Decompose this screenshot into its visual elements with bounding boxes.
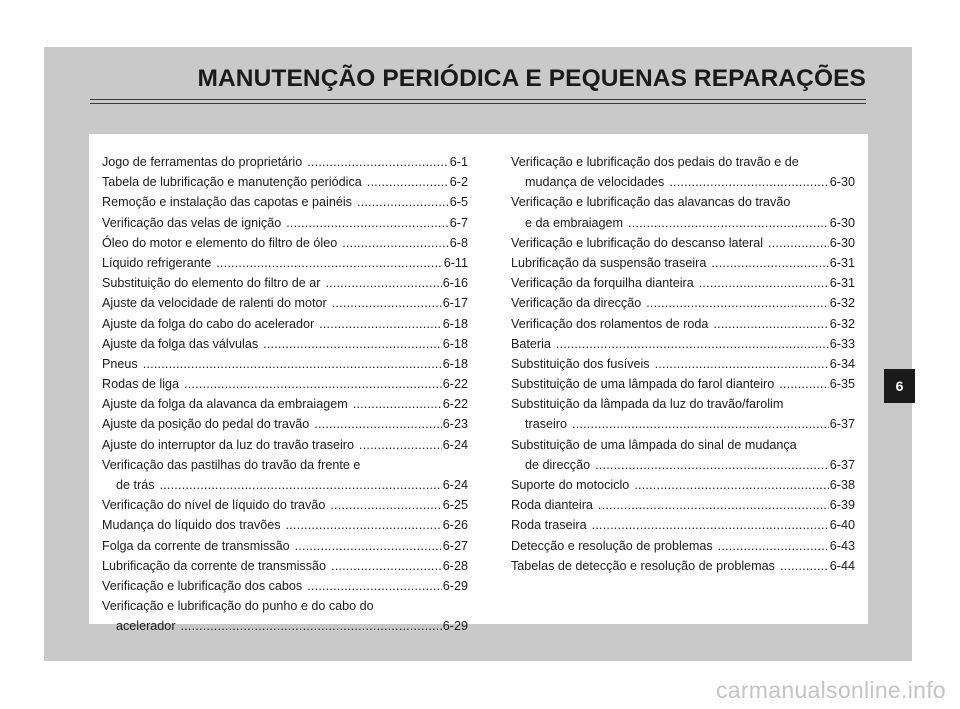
toc-dot-leader <box>331 556 442 576</box>
toc-dot-leader <box>655 354 829 374</box>
toc-page-number: 6-30 <box>829 215 855 230</box>
toc-page-number: 6-18 <box>442 356 468 371</box>
toc-entry-title: Líquido refrigerante <box>102 255 212 270</box>
toc-entry[interactable] <box>102 152 468 172</box>
toc-entry[interactable] <box>511 556 855 576</box>
toc-entry <box>511 192 855 212</box>
toc-page-number: 6-44 <box>829 558 855 573</box>
toc-dot-leader <box>367 172 449 192</box>
toc-page-number: 6-25 <box>442 498 468 513</box>
toc-entry-title: Lubrificação da corrente de transmissão <box>102 558 327 573</box>
toc-entry-title: Substituição dos fusíveis <box>511 356 650 371</box>
toc-page-number: 6-35 <box>829 377 855 392</box>
toc-entry[interactable] <box>102 616 468 636</box>
toc-entry-title: Folga da corrente de transmissão <box>102 538 290 553</box>
toc-entry[interactable] <box>511 233 855 253</box>
toc-dot-leader <box>307 152 449 172</box>
toc-entry[interactable] <box>511 293 855 313</box>
title-rule <box>90 99 866 104</box>
toc-dot-leader <box>713 314 828 334</box>
toc-page-number: 6-26 <box>442 518 468 533</box>
toc-page-number: 6-32 <box>829 296 855 311</box>
toc-entry-title: Rodas de liga <box>102 377 180 392</box>
toc-dot-leader <box>592 515 829 535</box>
toc-entry[interactable] <box>102 435 468 455</box>
toc-entry-title: Verificação e lubrificação das alavancas do travão <box>511 195 791 210</box>
toc-entry[interactable] <box>102 556 468 576</box>
toc-entry-title: Verificação e lubrificação dos cabos <box>102 578 303 593</box>
toc-page-number: 6-37 <box>829 417 855 432</box>
toc-entry-title: Jogo de ferramentas do proprietário <box>102 155 303 169</box>
toc-entry-title: Ajuste da posição do pedal do travão <box>102 417 310 432</box>
toc-entry[interactable] <box>511 455 855 475</box>
toc-column-left <box>102 152 468 637</box>
toc-dot-leader <box>780 556 829 576</box>
toc-entry-title: Ajuste da folga da alavanca da embraiagem <box>102 397 348 412</box>
toc-entry[interactable] <box>102 172 468 192</box>
toc-page-number: 6-32 <box>829 316 855 331</box>
toc-entry[interactable] <box>511 536 855 556</box>
toc-dot-leader <box>295 536 442 556</box>
toc-entry[interactable] <box>102 414 468 434</box>
toc-dot-leader <box>184 374 442 394</box>
toc-entry-title: e da embraiagem <box>525 215 624 230</box>
toc-entry[interactable] <box>511 414 855 434</box>
toc-entry-title: de direcção <box>525 457 591 472</box>
toc-entry-title: Ajuste do interruptor da luz do travão traseiro <box>102 437 355 452</box>
toc-dot-leader <box>353 394 442 414</box>
toc-entry[interactable] <box>102 233 468 253</box>
toc-page-number: 6-28 <box>442 558 468 573</box>
toc-dot-leader <box>325 273 441 293</box>
toc-entry <box>511 435 855 455</box>
toc-entry[interactable] <box>102 213 468 233</box>
toc-dot-leader <box>634 475 828 495</box>
toc-entry[interactable] <box>511 495 855 515</box>
toc-dot-leader <box>699 273 829 293</box>
toc-entry[interactable] <box>102 354 468 374</box>
toc-dot-leader <box>779 374 829 394</box>
toc-page-number: 6-22 <box>442 377 468 392</box>
toc-page-number: 6-18 <box>442 336 468 351</box>
toc-entry-title: Lubrificação da suspensão traseira <box>511 255 707 270</box>
toc-entry[interactable] <box>511 172 855 192</box>
toc-entry-title: Ajuste da velocidade de ralenti do motor <box>102 296 327 311</box>
toc-entry[interactable] <box>102 192 468 212</box>
toc-entry-title: Verificação do nível de líquido do travão <box>102 498 326 513</box>
toc-entry-title: Verificação das velas de ignição <box>102 215 282 230</box>
toc-page-number: 6-22 <box>442 397 468 412</box>
toc-entry <box>102 596 468 616</box>
toc-entry[interactable] <box>102 374 468 394</box>
toc-entry[interactable] <box>511 515 855 535</box>
toc-entry[interactable] <box>511 314 855 334</box>
toc-dot-leader <box>286 515 442 535</box>
toc-page-number: 6-29 <box>442 578 468 593</box>
toc-entry-title: Detecção e resolução de problemas <box>511 538 713 553</box>
toc-entry[interactable] <box>511 354 855 374</box>
toc-entry-title: Suporte do motociclo <box>511 478 630 492</box>
toc-page-number: 6-11 <box>443 255 468 270</box>
toc-entry-title: Bateria <box>511 336 551 351</box>
toc-entry-title: Verificação e lubrificação do punho e do cabo do <box>102 599 374 614</box>
toc-dot-leader <box>628 213 829 233</box>
toc-entry-title: Substituição do elemento do filtro de ar <box>102 276 321 291</box>
toc-page-number: 6-24 <box>442 478 468 492</box>
toc-entry-title: acelerador <box>116 619 176 634</box>
toc-panel <box>89 134 868 634</box>
toc-dot-leader <box>556 334 829 354</box>
toc-page-number: 6-43 <box>829 538 855 553</box>
toc-page-number: 6-5 <box>449 195 468 210</box>
toc-page-number: 6-38 <box>829 478 855 492</box>
toc-dot-leader <box>314 414 442 434</box>
toc-dot-leader <box>646 293 829 313</box>
toc-entry[interactable] <box>511 475 855 495</box>
toc-page-number: 6-39 <box>829 498 855 513</box>
toc-entry-title: traseiro <box>525 417 567 432</box>
toc-entry-title: Verificação dos rolamentos de roda <box>511 316 709 331</box>
toc-entry-title: Roda dianteira <box>511 498 593 513</box>
toc-dot-leader <box>332 293 442 313</box>
toc-page-number: 6-24 <box>442 437 468 452</box>
toc-page-number: 6-27 <box>442 538 468 553</box>
toc-dot-leader <box>307 576 442 596</box>
toc-page-number: 6-23 <box>442 417 468 432</box>
toc-entry-title: Verificação e lubrificação dos pedais do travão e de <box>511 155 799 169</box>
toc-dot-leader <box>598 495 829 515</box>
toc-entry[interactable] <box>102 515 468 535</box>
toc-entry[interactable] <box>102 576 468 596</box>
toc-dot-leader <box>711 253 828 273</box>
toc-page-number: 6-31 <box>829 255 855 270</box>
toc-entry-title: de trás <box>116 478 155 492</box>
toc-entry-title: Substituição de uma lâmpada do sinal de mudança <box>511 437 797 452</box>
toc-entry-title: Mudança do líquido dos travões <box>102 518 281 533</box>
toc-dot-leader <box>718 536 829 556</box>
toc-entry-title: Verificação da forquilha dianteira <box>511 276 694 291</box>
toc-entry[interactable] <box>511 253 855 273</box>
toc-dot-leader <box>595 455 829 475</box>
toc-dot-leader <box>669 172 828 192</box>
toc-entry-title: Remoção e instalação das capotas e painéis <box>102 195 352 210</box>
toc-entry[interactable] <box>102 536 468 556</box>
toc-entry[interactable] <box>102 495 468 515</box>
toc-entry-title: Roda traseira <box>511 518 587 533</box>
toc-dot-leader <box>181 616 442 636</box>
toc-entry <box>102 455 468 475</box>
toc-page-number: 6-29 <box>442 619 468 634</box>
toc-dot-leader <box>330 495 441 515</box>
toc-entry-title: Pneus <box>102 356 138 371</box>
toc-dot-leader <box>263 334 442 354</box>
toc-entry-title: Verificação e lubrificação do descanso lateral <box>511 235 764 250</box>
toc-page-number: 6-8 <box>449 235 468 250</box>
toc-dot-leader <box>357 192 449 212</box>
toc-page-number: 6-7 <box>449 215 468 230</box>
toc-entry-title: Ajuste da folga das válvulas <box>102 336 259 351</box>
toc-entry-title: mudança de velocidades <box>525 175 665 190</box>
toc-page-number: 6-40 <box>829 518 855 533</box>
toc-entry[interactable] <box>102 293 468 313</box>
toc-entry-title: Substituição da lâmpada da luz do travão/farolim <box>511 397 784 412</box>
toc-entry[interactable] <box>102 394 468 414</box>
toc-page-number: 6-1 <box>449 155 468 169</box>
toc-dot-leader <box>160 475 442 495</box>
toc-entry[interactable] <box>511 334 855 354</box>
toc-entry[interactable] <box>511 273 855 293</box>
toc-entry-title: Substituição de uma lâmpada do farol dianteiro <box>511 377 775 392</box>
toc-entry[interactable] <box>102 314 468 334</box>
toc-entry <box>511 394 855 414</box>
toc-page-number: 6-16 <box>442 276 468 291</box>
toc-entry-title: Tabelas de detecção e resolução de problemas <box>511 558 775 573</box>
toc-entry[interactable] <box>511 374 855 394</box>
toc-entry <box>511 152 855 172</box>
toc-dot-leader <box>359 435 442 455</box>
chapter-tab[interactable]: 6 <box>884 369 915 403</box>
toc-page-number: 6-17 <box>442 296 468 311</box>
toc-entry-title: Verificação das pastilhas do travão da frente e <box>102 457 361 472</box>
toc-dot-leader <box>216 253 443 273</box>
toc-entry[interactable] <box>511 213 855 233</box>
toc-dot-leader <box>342 233 449 253</box>
toc-dot-leader <box>572 414 829 434</box>
toc-entry[interactable] <box>102 253 468 273</box>
toc-page-number: 6-30 <box>829 235 855 250</box>
toc-page-number: 6-18 <box>442 316 468 331</box>
toc-entry[interactable] <box>102 273 468 293</box>
toc-page-number: 6-37 <box>829 457 855 472</box>
watermark: carmanualsonline.info <box>715 677 946 703</box>
toc-dot-leader <box>286 213 449 233</box>
toc-page-number: 6-34 <box>829 356 855 371</box>
toc-dot-leader <box>143 354 442 374</box>
toc-dot-leader <box>768 233 829 253</box>
chapter-title: MANUTENÇÃO PERIÓDICA E PEQUENAS REPARAÇÕES <box>197 65 866 92</box>
toc-entry-title: Tabela de lubrificação e manutenção periódica <box>102 175 362 190</box>
toc-entry-title: Óleo do motor e elemento do filtro de óleo <box>102 235 338 250</box>
toc-page-number: 6-33 <box>829 336 855 351</box>
toc-entry[interactable] <box>102 475 468 495</box>
toc-page-number: 6-2 <box>449 175 468 190</box>
toc-entry[interactable] <box>102 334 468 354</box>
toc-entry-title: Verificação da direcção <box>511 296 642 311</box>
toc-page-number: 6-30 <box>829 175 855 190</box>
toc-entry-title: Ajuste da folga do cabo do acelerador <box>102 316 315 331</box>
toc-column-right <box>511 152 855 576</box>
toc-dot-leader <box>319 314 442 334</box>
toc-page-number: 6-31 <box>829 276 855 291</box>
